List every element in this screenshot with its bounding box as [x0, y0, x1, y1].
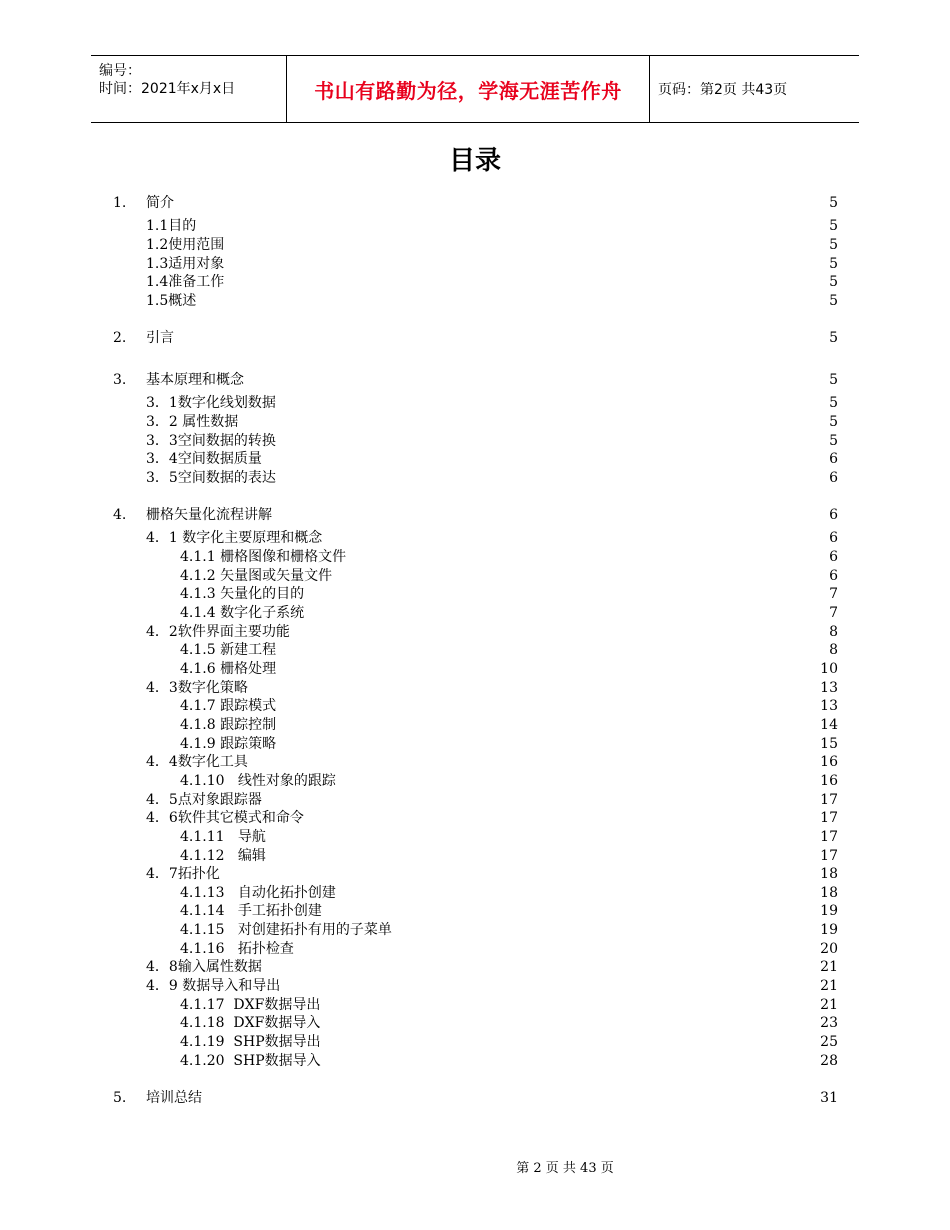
toc-section-row: [0, 329, 950, 348]
toc-section-number: 4.: [113, 507, 127, 524]
toc-page-number: 23: [820, 1015, 838, 1032]
toc-entry-label: 4.1.17 DXF数据导出: [180, 996, 321, 1013]
toc-page-number: 21: [820, 996, 838, 1013]
toc-entry-row: [0, 735, 950, 754]
toc-page-number: 19: [820, 903, 838, 920]
toc-page-number: 5: [829, 395, 838, 412]
toc-entry-label: 4．8输入属性数据: [146, 959, 262, 976]
toc-entry-label: 4．6软件其它模式和命令: [146, 810, 304, 827]
toc-entry-label: 4．5点对象跟踪器: [146, 791, 262, 808]
toc-entry-label: 4.1.7 跟踪模式: [180, 698, 277, 715]
toc-page-number: 5: [829, 236, 838, 253]
toc-entry-label: 培训总结: [146, 1089, 202, 1106]
toc-entry-label: 4．2软件界面主要功能: [146, 623, 290, 640]
toc-page-number: 6: [829, 567, 838, 584]
toc-entry-label: 简介: [146, 195, 174, 211]
toc-section-row: [0, 506, 950, 525]
toc-entry-label: 4.1.20 SHP数据导入: [180, 1052, 321, 1069]
toc-page-number: 7: [829, 586, 838, 603]
toc-entry-row: [0, 450, 950, 469]
toc-entry-label: 1.1目的: [146, 218, 197, 235]
toc-entry-row: [0, 413, 950, 432]
toc-entry-row: [0, 772, 950, 791]
toc-entry-row: [0, 791, 950, 810]
toc-page-number: 13: [820, 679, 838, 696]
toc-section-number: 1.: [113, 195, 127, 211]
toc-page-number: 5: [829, 218, 838, 235]
toc-entry-label: 4.1.1 栅格图像和栅格文件: [180, 549, 347, 566]
document-number-label: 编号：: [99, 63, 141, 79]
toc-entry-label: 4.1.5 新建工程: [180, 642, 277, 659]
toc-entry-row: [0, 679, 950, 698]
toc-page-number: 8: [829, 642, 838, 659]
toc-entry-label: 4．1 数字化主要原理和概念: [146, 530, 323, 547]
toc-entry-label: 3．3空间数据的转换: [146, 432, 276, 449]
toc-section-number: 2.: [113, 330, 127, 347]
toc-page-number: 20: [820, 940, 838, 957]
toc-page-number: 19: [820, 922, 838, 939]
toc-entry-label: 1.2使用范围: [146, 236, 225, 253]
toc-entry-row: [0, 1033, 950, 1052]
toc-page-number: 6: [829, 469, 838, 486]
toc-page-number: 31: [820, 1089, 838, 1106]
header-page-info: 页码：第2页 共43页: [658, 82, 788, 98]
toc-section-row: [0, 1089, 950, 1108]
toc-section-row: [0, 371, 950, 390]
footer-page-number: 第 2 页 共 43 页: [516, 1161, 614, 1176]
toc-entry-row: [0, 958, 950, 977]
toc-entry-row: [0, 753, 950, 772]
toc-entry-row: [0, 902, 950, 921]
header-motto: 书山有路勤为径，学海无涯苦作舟: [314, 78, 622, 103]
toc-entry-label: 4．4数字化工具: [146, 754, 248, 771]
toc-entry-row: [0, 660, 950, 679]
toc-entry-row: [0, 697, 950, 716]
toc-entry-label: 4.1.13 自动化拓扑创建: [180, 884, 336, 901]
toc-entry-row: [0, 716, 950, 735]
toc-entry-row: [0, 884, 950, 903]
toc-page-number: 10: [820, 661, 838, 677]
toc-page-number: 5: [829, 255, 838, 272]
toc-entry-row: [0, 548, 950, 567]
page-title: 目录: [448, 146, 501, 176]
toc-page-number: 25: [820, 1034, 838, 1050]
toc-page-number: 6: [829, 530, 838, 547]
toc-entry-row: [0, 585, 950, 604]
toc-entry-row: [0, 623, 950, 642]
toc-entry-label: 4.1.8 跟踪控制: [180, 716, 277, 733]
toc-page-number: 15: [820, 735, 838, 752]
toc-entry-row: [0, 292, 950, 311]
toc-entry-label: 4.1.2 矢量图或矢量文件: [180, 567, 333, 584]
toc-entry-label: 栅格矢量化流程讲解: [146, 507, 272, 524]
toc-page-number: 6: [829, 549, 838, 566]
toc-page-number: 17: [820, 847, 838, 864]
toc-entry-row: [0, 236, 950, 255]
toc-entry-label: 4.1.9 跟踪策略: [180, 735, 277, 752]
toc-page-number: 21: [820, 959, 838, 976]
toc-entry-label: 4.1.12 编辑: [180, 847, 266, 864]
toc-page-number: 6: [829, 507, 838, 524]
toc-page-number: 5: [829, 274, 838, 291]
toc-entry-label: 4.1.14 手工拓扑创建: [180, 903, 322, 920]
toc-entry-row: [0, 977, 950, 996]
toc-entry-row: [0, 828, 950, 847]
toc-entry-row: [0, 865, 950, 884]
toc-entry-row: [0, 847, 950, 866]
toc-page-number: 18: [820, 866, 838, 883]
toc-page-number: 5: [829, 372, 838, 389]
toc-entry-label: 1.3适用对象: [146, 255, 225, 272]
toc-page-number: 17: [820, 828, 838, 845]
toc-page-number: 17: [820, 810, 838, 827]
toc-page-number: 13: [820, 698, 838, 715]
toc-entry-row: [0, 432, 950, 451]
toc-section-number: 3.: [113, 372, 127, 389]
toc-entry-label: 引言: [146, 330, 174, 347]
toc-page-number: 7: [829, 605, 838, 622]
toc-entry-label: 4．9 数据导入和导出: [146, 978, 281, 995]
toc-entry-row: [0, 809, 950, 828]
toc-entry-label: 1.5概述: [146, 292, 197, 309]
document-time-label: 时间：2021年x月x日: [99, 81, 236, 97]
toc-entry-label: 4．3数字化策略: [146, 679, 248, 696]
toc-entry-row: [0, 273, 950, 292]
toc-entry-label: 3．1数字化线划数据: [146, 395, 276, 412]
toc-entry-row: [0, 567, 950, 586]
toc-entry-row: [0, 940, 950, 959]
toc-entry-row: [0, 1052, 950, 1071]
toc-entry-row: [0, 641, 950, 660]
toc-page-number: 18: [820, 884, 838, 901]
toc-entry-row: [0, 255, 950, 274]
toc-section-row: [0, 194, 950, 213]
toc-page-number: 5: [829, 195, 838, 211]
toc-page-number: 16: [820, 754, 838, 771]
toc-entry-label: 4．7拓扑化: [146, 866, 220, 883]
toc-page-number: 5: [829, 413, 838, 430]
toc-entry-label: 4.1.18 DXF数据导入: [180, 1015, 321, 1032]
toc-entry-label: 1.4准备工作: [146, 274, 225, 291]
toc-entry-row: [0, 921, 950, 940]
toc-page-number: 14: [820, 716, 838, 733]
toc-entry-row: [0, 996, 950, 1015]
toc-entry-row: [0, 1014, 950, 1033]
toc-page-number: 5: [829, 432, 838, 449]
toc-entry-label: 3．4空间数据质量: [146, 451, 262, 468]
toc-page-number: 28: [820, 1052, 838, 1069]
toc-entry-row: [0, 217, 950, 236]
toc-page-number: 16: [820, 772, 838, 789]
toc-entry-label: 4.1.4 数字化子系统: [180, 605, 305, 622]
toc-page-number: 21: [820, 978, 838, 995]
toc-page-number: 17: [820, 791, 838, 808]
toc-entry-label: 4.1.15 对创建拓扑有用的子菜单: [180, 922, 392, 939]
toc-entry-row: [0, 469, 950, 488]
toc-page-number: 5: [829, 330, 838, 347]
toc-entry-label: 4.1.6 栅格处理: [180, 661, 277, 677]
page-footer: [0, 1157, 950, 1176]
toc-entry-label: 4.1.16 拓扑检查: [180, 940, 294, 957]
toc-entry-label: 3．2 属性数据: [146, 413, 239, 430]
toc-entry-label: 4.1.10 线性对象的跟踪: [180, 772, 336, 789]
toc-entry-label: 4.1.19 SHP数据导出: [180, 1034, 321, 1050]
toc-entry-row: [0, 604, 950, 623]
toc-section-number: 5.: [113, 1089, 127, 1106]
toc-entry-label: 4.1.3 矢量化的目的: [180, 586, 305, 603]
toc-entry-row: [0, 394, 950, 413]
toc-entry-row: [0, 529, 950, 548]
toc-page-number: 8: [829, 623, 838, 640]
toc-entry-label: 3．5空间数据的表达: [146, 469, 276, 486]
toc-page-number: 5: [829, 292, 838, 309]
toc-entry-label: 基本原理和概念: [146, 372, 244, 389]
toc-page-number: 6: [829, 451, 838, 468]
toc-entry-label: 4.1.11 导航: [180, 828, 266, 845]
